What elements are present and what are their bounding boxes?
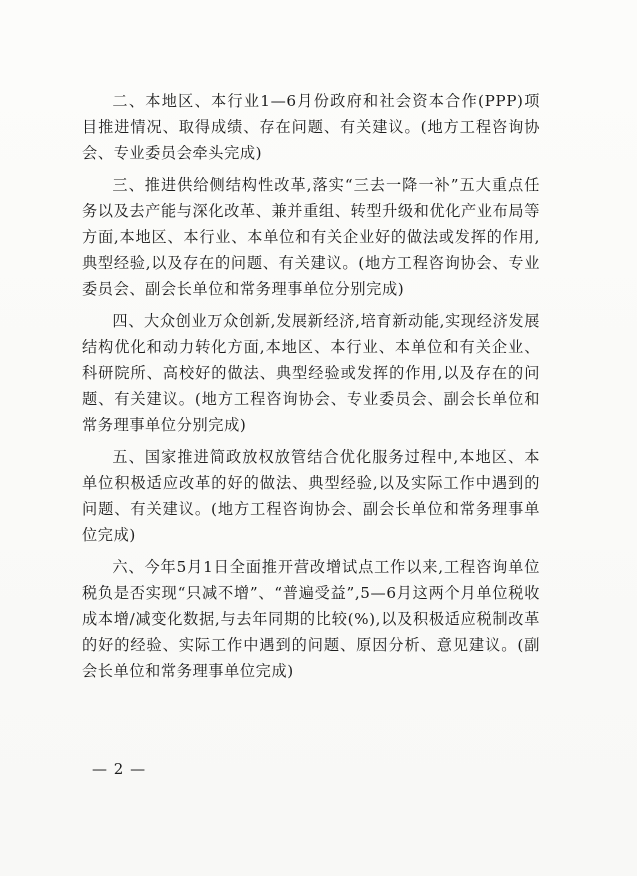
paragraph-3: 三、推进供给侧结构性改革,落实“三去一降一补”五大重点任务以及去产能与深化改革、兼并重组、转型升级和优化产业布局等方面,本地区、本行业、本单位和有关企业好的做法或发挥的作用,典型经验,以及存在的问题、有关建议。(地方工程咨询协会、专业委员会、副会长单位和常务理事单位分别完成)	[82, 176, 540, 298]
document-body	[82, 88, 540, 690]
page-number: — 2 —	[92, 760, 147, 778]
paragraph-2: 二、本地区、本行业1—6月份政府和社会资本合作(PPP)项目推进情况、取得成绩、存在问题、有关建议。(地方工程咨询协会、专业委员会牵头完成)	[82, 92, 540, 162]
paragraph-4: 四、大众创业万众创新,发展新经济,培育新动能,实现经济发展结构优化和动力转化方面,本地区、本行业、本单位和有关企业、科研院所、高校好的做法、典型经验或发挥的作用,以及存在的问题、有关建议。(地方工程咨询协会、专业委员会、副会长单位和常务理事单位分别完成)	[82, 312, 540, 434]
paragraph-6: 六、今年5月1日全面推开营改增试点工作以来,工程咨询单位税负是否实现“只减不增”、“普遍受益”,5—6月这两个月单位税收成本增/减变化数据,与去年同期的比较(%),以及积极适应税制改革的好的经验、实际工作中遇到的问题、原因分析、意见建议。(副会长单位和常务理事单位完成)	[82, 558, 540, 680]
paragraph-5: 五、国家推进简政放权放管结合优化服务过程中,本地区、本单位积极适应改革的好的做法、典型经验,以及实际工作中遇到的问题、有关建议。(地方工程咨询协会、副会长单位和常务理事单位完成)	[82, 448, 540, 544]
